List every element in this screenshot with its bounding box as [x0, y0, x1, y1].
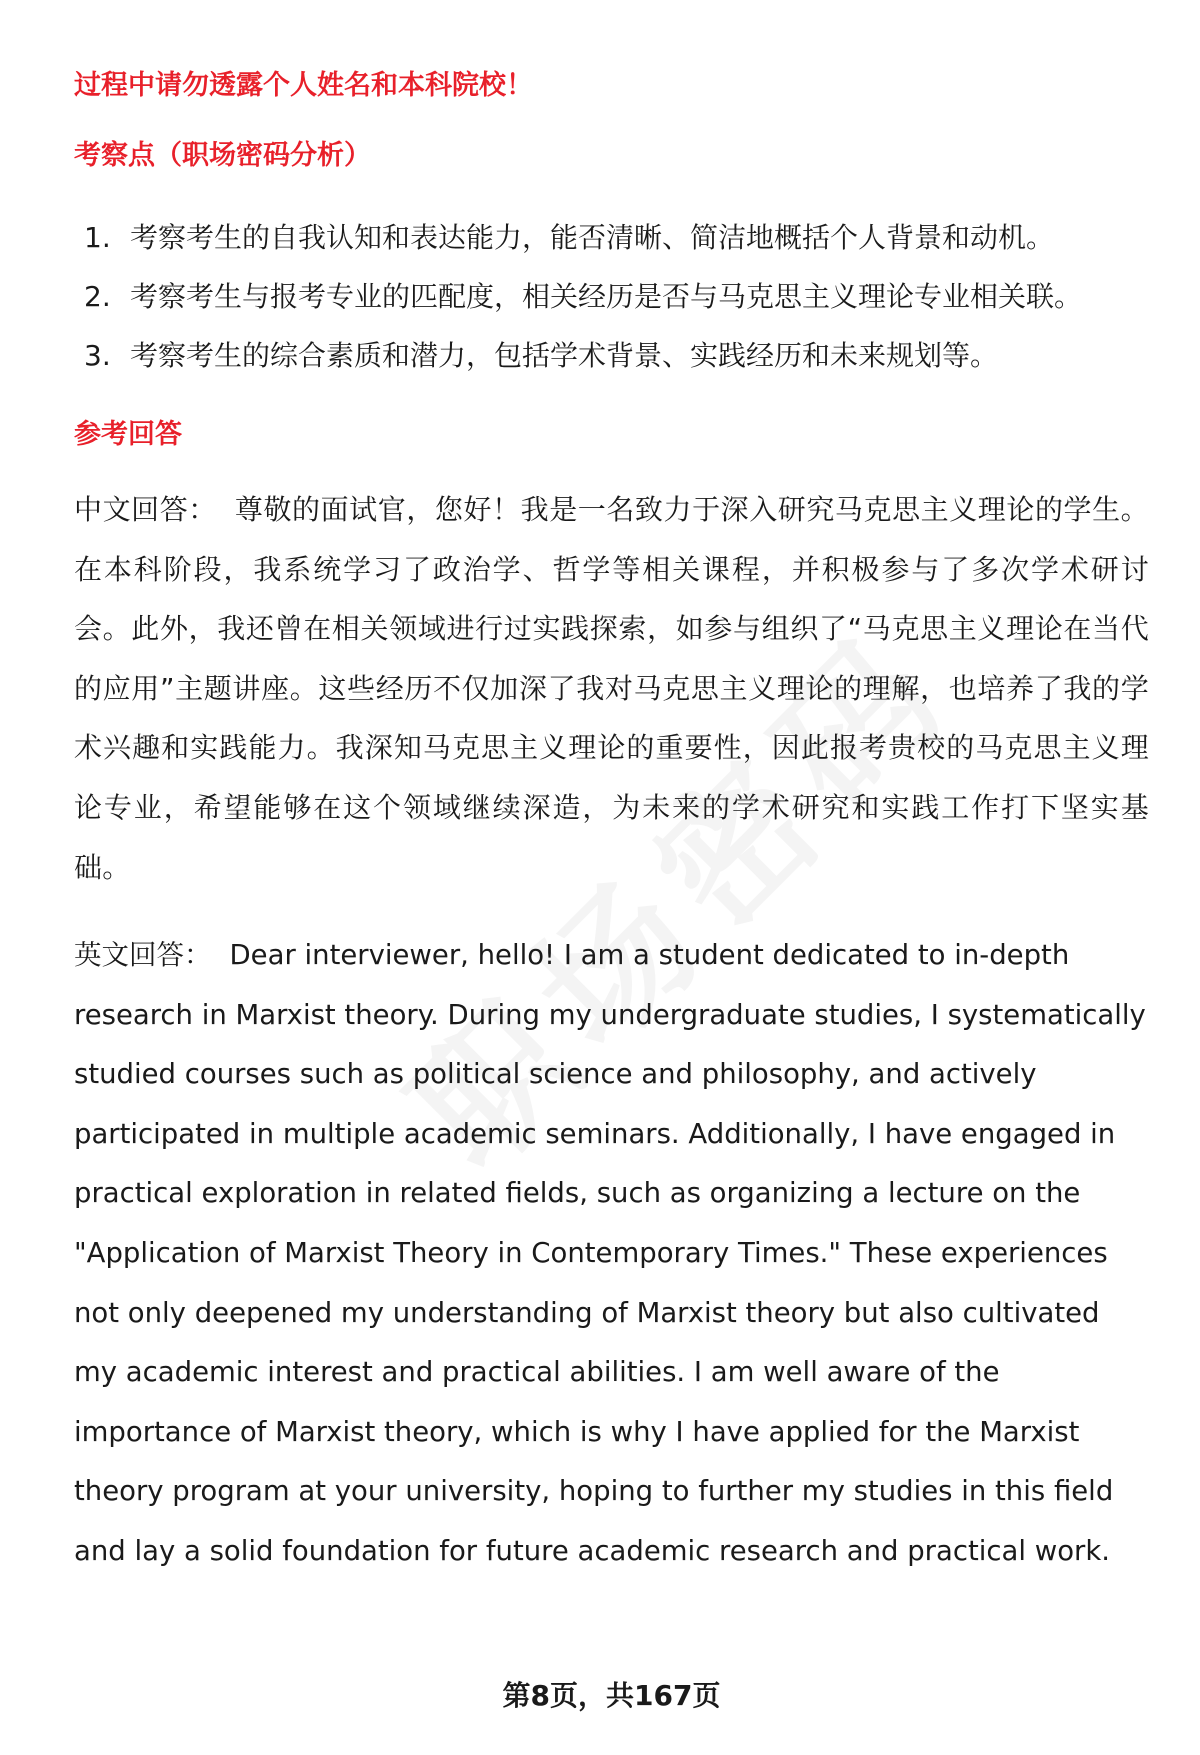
page-number: 第8页，共167页 [502, 1679, 721, 1712]
list-item [84, 326, 1144, 385]
english-answer-label: 英文回答： [74, 939, 212, 971]
chinese-answer-label: 中文回答： [74, 493, 217, 526]
english-answer-paragraph [74, 926, 1149, 1582]
privacy-warning: 过程中请勿透露个人姓名和本科院校！ [74, 70, 533, 101]
chinese-answer-paragraph [74, 480, 1149, 897]
list-item-number: 1. [84, 221, 111, 254]
list-item-text: 考察考生的自我认知和表达能力，能否清晰、简洁地概括个人背景和动机。 [130, 221, 1055, 254]
list-item-text: 考察考生的综合素质和潜力，包括学术背景、实践经历和未来规划等。 [130, 339, 999, 372]
list-item [84, 208, 1144, 267]
english-answer-text: Dear interviewer, hello! I am a student dedicated to in-depth research in Marxist theory. During my undergraduate studies, I systematically studied courses such as political science and philosophy, and actively participated in multiple academic seminars. Additionally, I have engaged in practical exploration in related fields, such as organizing a lecture on the "Application of Marxist Theory in Contemporary Times." These experiences not only deepened my understanding of Marxist theory but also cultivated my academic interest and practical abilities. I am well aware of the importance of Marxist theory, which is why I have applied for the Marxist theory program at your university, hoping to further my studies in this field and lay a solid foundation for future academic research and practical work. [74, 939, 1146, 1567]
list-item-number: 2. [84, 280, 111, 313]
section-heading-answer: 参考回答 [74, 419, 182, 450]
document-page [74, 0, 1149, 1755]
list-item-text: 考察考生与报考专业的匹配度，相关经历是否与马克思主义理论专业相关联。 [130, 280, 1083, 313]
section-heading-points: 考察点（职场密码分析） [74, 140, 371, 171]
list-item-number: 3. [84, 339, 111, 372]
chinese-answer-text: 尊敬的面试官，您好！我是一名致力于深入研究马克思主义理论的学生。在本科阶段，我系统学习了政治学、哲学等相关课程，并积极参与了多次学术研讨会。此外，我还曾在相关领域进行过实践探索，如参与组织了“马克思主义理论在当代的应用”主题讲座。这些经历不仅加深了我对马克思主义理论的理解，也培养了我的学术兴趣和实践能力。我深知马克思主义理论的重要性，因此报考贵校的马克思主义理论专业，希望能够在这个领域继续深造，为未来的学术研究和实践工作打下坚实基础。 [74, 493, 1149, 884]
points-list [84, 208, 1144, 385]
list-item [84, 267, 1144, 326]
